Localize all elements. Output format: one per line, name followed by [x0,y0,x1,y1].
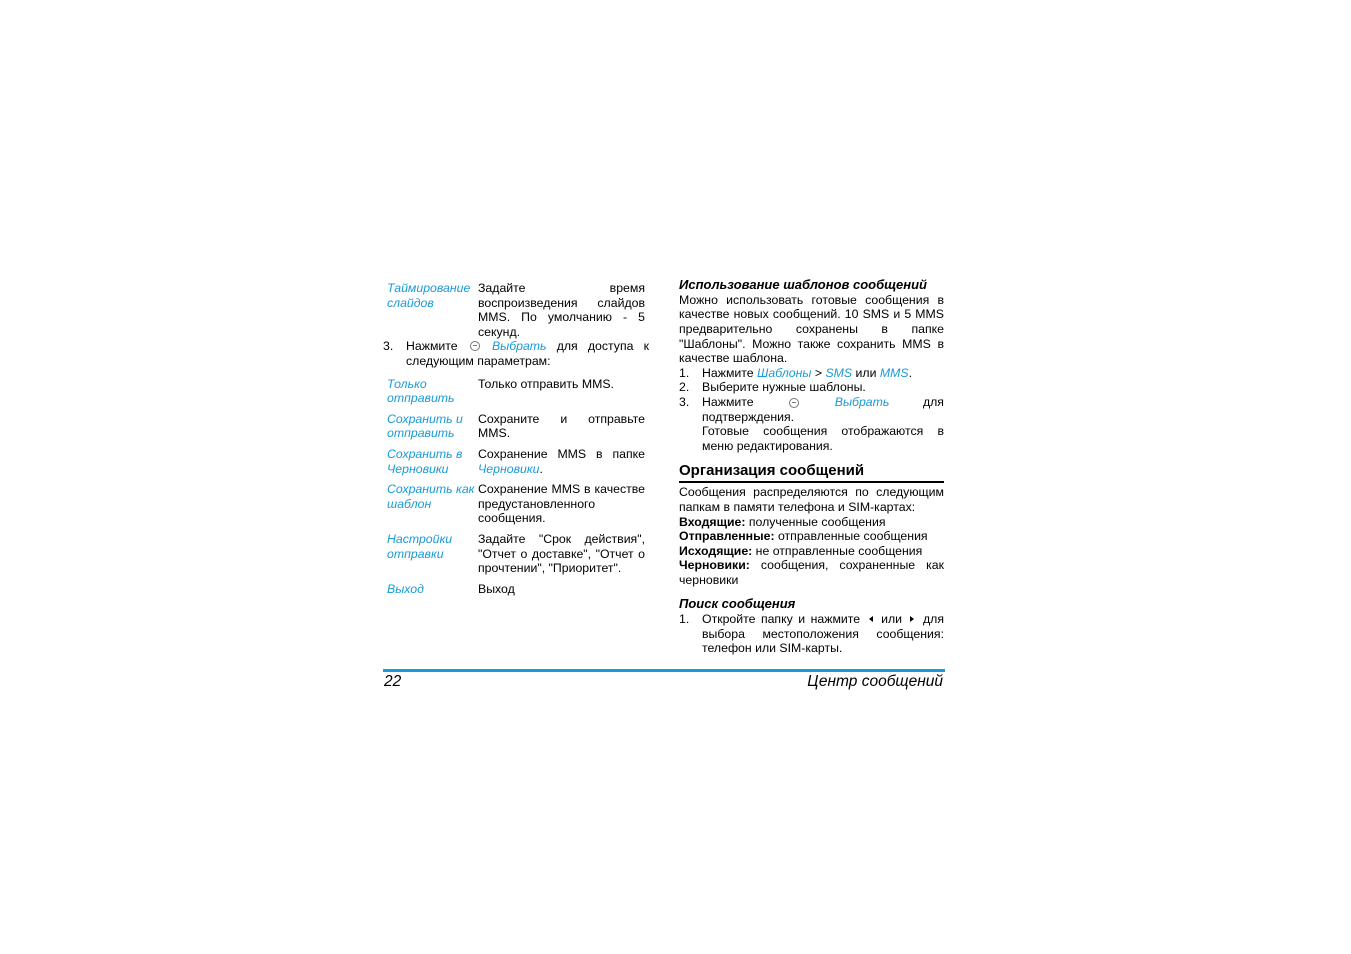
templates-intro: Можно использовать готовые сообщения в качестве новых сообщений. 10 SMS и 5 MMS предварительно сохранены в папке "Шаблоны". Можно также сохранить MMS в качестве шаблона. [679,292,944,366]
option-save-and-send: Сохранить и отправить Сохраните и отправьте MMS. [387,411,645,441]
right-arrow-icon [910,616,914,622]
templates-step-1: 1. Нажмите Шаблоны > SMS или MMS. [679,365,913,380]
templates-note: Готовые сообщения отображаются в меню редактирования. [702,424,944,453]
nav-key-icon [470,341,480,351]
drafts-link: Черновики [478,461,540,476]
step-3-select: 3. Нажмите Выбрать для доступа к следующим параметрам: [383,339,649,368]
footer-rule [383,669,945,672]
folder-outbox: Исходящие: не отправленные сообщения [679,543,923,558]
organize-heading: Организация сообщений [679,462,944,483]
left-column [383,281,649,596]
templates-link: Шаблоны [757,365,812,380]
templates-step-2: 2. Выберите нужные шаблоны. [679,380,866,395]
templates-step-3: 3. Нажмите Выбрать для подтверждения. Готовые сообщения отображаются в меню редактирования. [679,394,944,453]
nav-key-icon [789,398,799,408]
term-slide-timing: Таймирование слайдов [387,281,471,310]
desc-slide-timing: Задайте время воспроизведения слайдов MMS. По умолчанию - 5 секунд. [478,281,645,339]
sms-link: SMS [825,365,853,380]
select-link: Выбрать [491,339,547,354]
option-send-only: Только отправить Только отправить MMS. [387,376,614,406]
page-number: 22 [384,673,402,690]
option-save-as-template: Сохранить как шаблон Сохранение MMS в качестве предустановленного сообщения. [387,482,645,526]
definition-slide-timing [383,281,649,339]
section-title: Центр сообщений [807,673,943,690]
option-send-settings: Настройки отправки Задайте "Срок действия", "Отчет о доставке", "Отчет о прочтении", "Приоритет". [387,531,645,576]
mms-link: MMS [879,365,909,380]
option-save-to-drafts: Сохранить в Черновики Сохранение MMS в папке Черновики. [387,446,645,476]
search-heading: Поиск сообщения [679,596,796,612]
templates-heading: Использование шаблонов сообщений [679,277,927,292]
folder-drafts: Черновики: сообщения, сохраненные как черновики [679,558,944,587]
left-arrow-icon [869,616,873,622]
right-column [679,278,944,656]
search-step-1: 1. Откройте папку и нажмите или для выбора местоположения сообщения: телефон или SIM-карты. [679,612,944,656]
organize-intro: Сообщения распределяются по следующим папкам в памяти телефона и SIM-картах: [679,485,944,514]
folder-sent: Отправленные: отправленные сообщения [679,529,928,544]
select-link: Выбрать [834,394,890,409]
folder-inbox: Входящие: полученные сообщения [679,514,886,529]
option-exit: Выход Выход [387,581,515,596]
